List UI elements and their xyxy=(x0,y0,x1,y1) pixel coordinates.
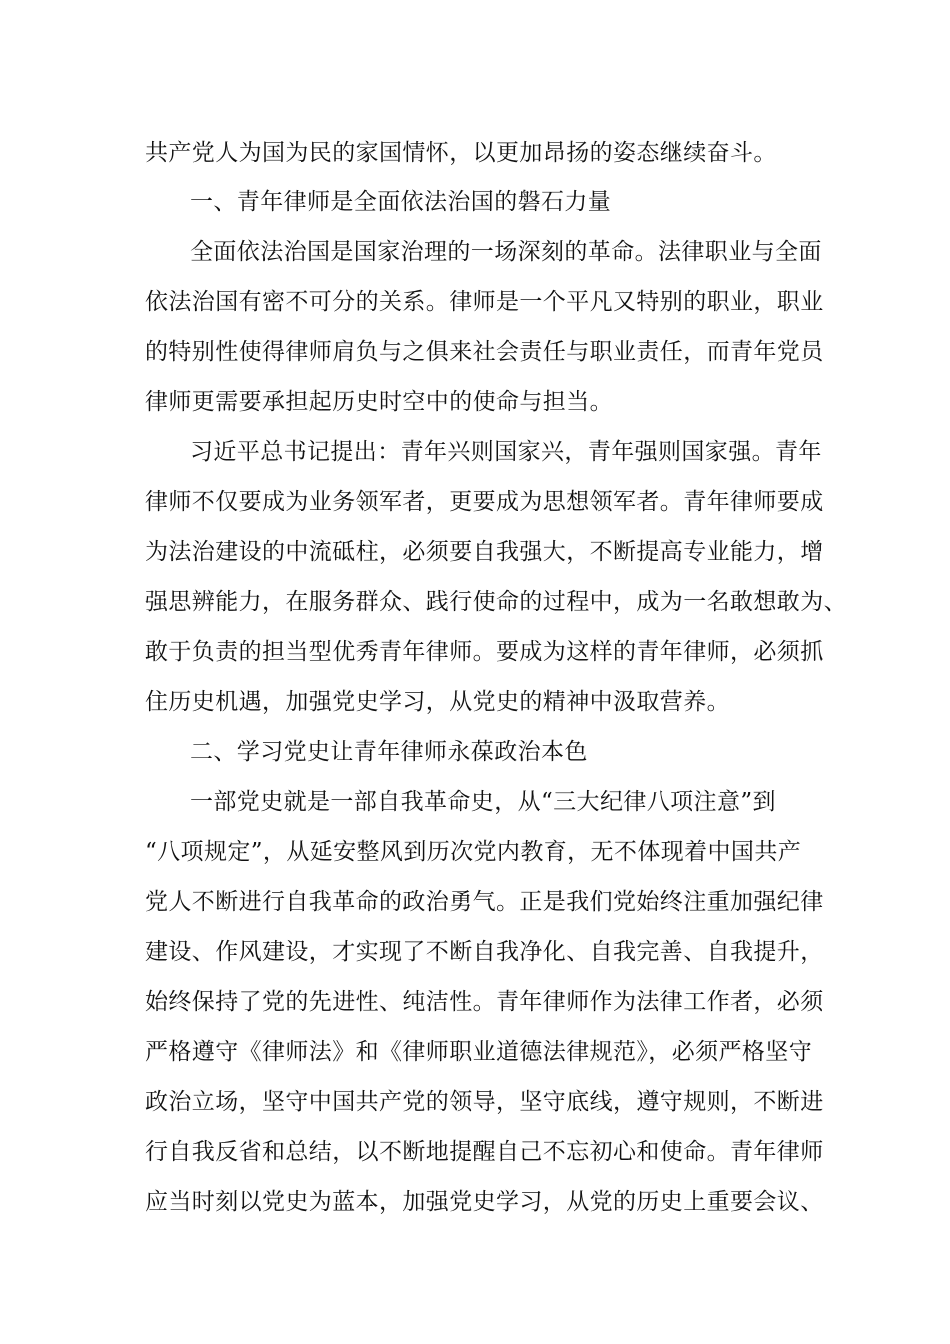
paragraph-line: 始终保持了党的先进性、纯洁性。青年律师作为法律工作者，必须 xyxy=(145,989,824,1015)
paragraph-line: 为法治建设的中流砥柱，必须要自我强大，不断提高专业能力，增 xyxy=(145,539,824,565)
paragraph-line: 敢于负责的担当型优秀青年律师。要成为这样的青年律师，必须抓 xyxy=(145,639,824,665)
paragraph-line: 党人不断进行自我革命的政治勇气。正是我们党始终注重加强纪律 xyxy=(145,889,824,915)
section-heading: 一、青年律师是全面依法治国的磐石力量 xyxy=(190,189,612,215)
paragraph-line: 的特别性使得律师肩负与之俱来社会责任与职业责任，而青年党员 xyxy=(145,339,824,365)
paragraph-line: 行自我反省和总结，以不断地提醒自己不忘初心和使命。青年律师 xyxy=(145,1139,824,1165)
section-heading: 二、学习党史让青年律师永葆政治本色 xyxy=(190,739,588,765)
paragraph-line: 严格遵守《律师法》和《律师职业道德法律规范》，必须严格坚守 xyxy=(145,1039,813,1065)
paragraph-line: 习近平总书记提出：青年兴则国家兴，青年强则国家强。青年 xyxy=(190,439,822,465)
paragraph-line: 强思辨能力，在服务群众、践行使命的过程中，成为一名敢想敢为、 xyxy=(145,589,847,615)
paragraph-line: 应当时刻以党史为蓝本，加强党史学习，从党的历史上重要会议、 xyxy=(145,1189,824,1215)
paragraph-line: 律师不仅要成为业务领军者，更要成为思想领军者。青年律师要成 xyxy=(145,489,824,515)
paragraph-line: 律师更需要承担起历史时空中的使命与担当。 xyxy=(145,389,613,415)
paragraph-line: 全面依法治国是国家治理的一场深刻的革命。法律职业与全面 xyxy=(190,239,822,265)
paragraph-line: “八项规定”，从延安整风到历次党内教育，无不体现着中国共产 xyxy=(145,839,802,865)
paragraph-line: 依法治国有密不可分的关系。律师是一个平凡又特别的职业，职业 xyxy=(145,289,824,315)
text-line: 共产党人为国为民的家国情怀，以更加昂扬的姿态继续奋斗。 xyxy=(145,140,777,166)
paragraph-line: 住历史机遇，加强党史学习，从党史的精神中汲取营养。 xyxy=(145,689,730,715)
paragraph-line: 一部党史就是一部自我革命史，从“三大纪律八项注意”到 xyxy=(190,789,776,815)
paragraph-line: 政治立场，坚守中国共产党的领导，坚守底线，遵守规则，不断进 xyxy=(145,1089,824,1115)
paragraph-line: 建设、作风建设，才实现了不断自我净化、自我完善、自我提升， xyxy=(145,939,824,965)
